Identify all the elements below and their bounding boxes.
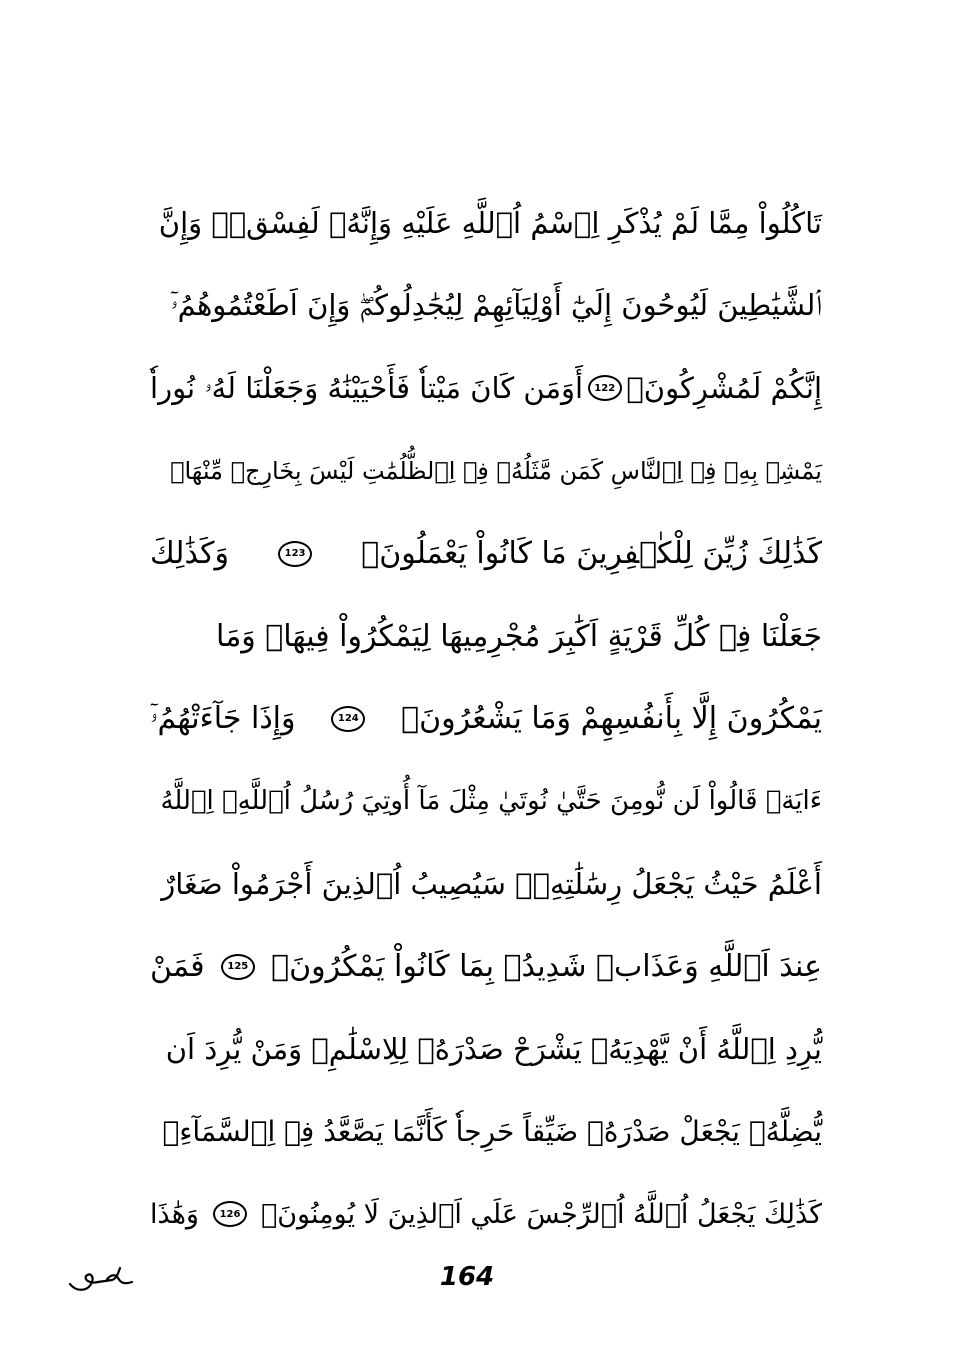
line-5-text-start: كَذَٰلِكَ زُيِّنَ لِلْكٰ۪فِرِينَ مَا كَانُواْ يَعْمَلُونَۖ bbox=[361, 536, 822, 572]
line-10-text-end: فَمَنْ bbox=[150, 949, 205, 985]
line-5-text-end: وَكَذَٰلِكَ bbox=[150, 536, 229, 572]
text-line-10 bbox=[150, 925, 822, 1008]
text-line-4 bbox=[150, 430, 822, 513]
line-3-text-end: أَوَمَن كَانَ مَيْتاٗ فَأَحْيَيْنَٰهُ وَجَعَلْنَا لَهُۥ نُوراٗ bbox=[150, 370, 584, 405]
text-line-8 bbox=[150, 760, 822, 843]
line-7-text-start: يَمْكُرُونَ إِلَّا بِأَنفُسِهِمْ وَمَا يَشْعُرُونَۖ bbox=[401, 701, 822, 737]
ayah-number-marker: 126 bbox=[213, 1201, 247, 1227]
text-line-13 bbox=[150, 1173, 822, 1256]
line-12-text: يُّضِلَّهُۥ يَجْعَلْ صَدْرَهُۥ ضَيِّقاً حَرِجاٗ كَأَنَّمَا يَصَّعَّدُ فِے اِ۬لسَّمَآءِۖ bbox=[162, 1115, 822, 1149]
text-line-5 bbox=[150, 512, 822, 595]
line-11-text: يُّرِدِ اِ۬للَّهُ أَنْ يَّهْدِيَهُۥ يَشْرَحْ صَدْرَهُۥ لِلِاسْلَٰمِۖ وَمَنْ يُّرِدَ اَن bbox=[165, 1032, 822, 1067]
calligraphy-signature-mark bbox=[66, 1262, 136, 1296]
text-line-1 bbox=[150, 182, 822, 265]
ayah-number-marker: 124 bbox=[331, 706, 365, 732]
text-line-9 bbox=[150, 843, 822, 926]
text-line-6 bbox=[150, 595, 822, 678]
text-line-2 bbox=[150, 265, 822, 348]
line-4-text: يَمْشِے بِهِۦ فِے اِ۬لنَّاسِ كَمَن مَّثَلُهُۥ فِے اِ۬لظُّلُمَٰتِ لَيْسَ بِخَارِجٖ مِّنْهَاۖ bbox=[170, 457, 822, 486]
ayah-number-marker: 123 bbox=[278, 541, 312, 567]
line-9-text: أَعْلَمُ حَيْثُ يَجْعَلُ رِسَٰلَٰتِهِۦۖ سَيُصِيبُ اُ۬لذِينَ أَجْرَمُواْ صَغَارٌ bbox=[161, 867, 822, 902]
line-7-text-end: وَإِذَا جَآءَتْهُمُۥٓ bbox=[150, 701, 296, 737]
page-number: 164 bbox=[439, 1262, 495, 1292]
line-6-text: جَعَلْنَا فِے كُلِّ قَرْيَةٍ اَكَٰبِرَ مُجْرِمِيهَا لِيَمْكُرُواْ فِيهَاۖ وَمَا bbox=[216, 618, 822, 654]
text-line-3 bbox=[150, 347, 822, 430]
text-line-12 bbox=[150, 1091, 822, 1174]
quran-text-block bbox=[150, 182, 822, 1256]
line-2-text: اَ۬لشَّيَٰطِينَ لَيُوحُونَ إِلَيٰٓ أَوْلِيَآئِهِمْ لِيُجَٰدِلُوكُمْۖ وَإِنَ اَطَعْتُمُوهُمُۥٓ bbox=[170, 288, 822, 323]
line-1-text: تَاكُلُواْ مِمَّا لَمْ يُذْكَرِ اِ۪سْمُ اُ۬للَّهِ عَلَيْهِ وَإِنَّهُۥ لَفِسْقٞۖ وَإِنَّ bbox=[158, 206, 822, 241]
ayah-number-marker: 125 bbox=[221, 954, 255, 980]
text-line-11 bbox=[150, 1008, 822, 1091]
ayah-number-marker: 122 bbox=[588, 375, 622, 401]
text-line-7 bbox=[150, 678, 822, 761]
line-10-text-start: عِندَ اَ۬للَّهِ وَعَذَابٞ شَدِيدُۢ بِمَا كَانُواْ يَمْكُرُونَۖ bbox=[271, 949, 822, 985]
line-8-text: ءَايَةٞ قَالُواْ لَن نُّومِنَ حَتَّيٰ نُوتَيٰ مِثْلَ مَآ أُوتِيَ رُسُلُ اُ۬للَّهِۖ اِ۬للَّهُ bbox=[160, 786, 822, 817]
line-13-text-end: وَهَٰذَا bbox=[150, 1198, 199, 1230]
line-13-text-start: كَذَٰلِكَ يَجْعَلُ اُ۬للَّهُ اُ۬لرِّجْسَ عَلَي اَ۬لذِينَ لَا يُومِنُونَۖ bbox=[261, 1198, 822, 1230]
line-3-text-start: إِنَّكُمْ لَمُشْرِكُونَۖ bbox=[626, 371, 822, 406]
